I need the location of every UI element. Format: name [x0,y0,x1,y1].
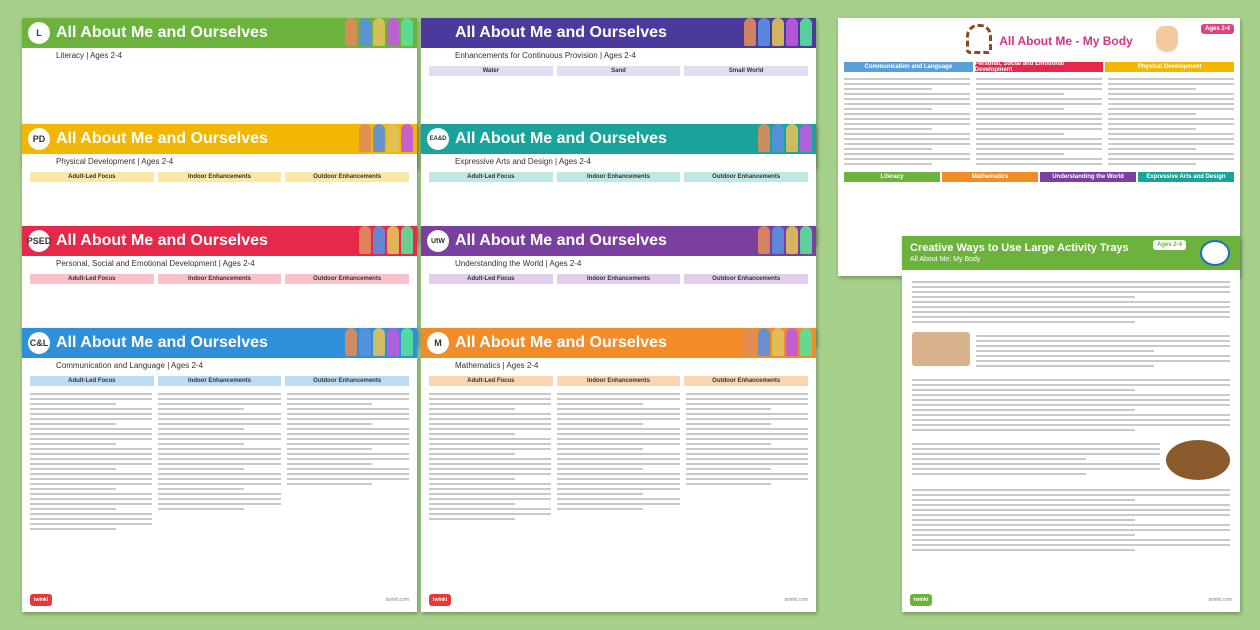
column-headers [429,376,808,386]
children-illustration [359,124,413,152]
expressive-banner [421,124,816,154]
column-headers [429,66,808,76]
twinkl-logo: twinkl [910,594,932,606]
children-illustration [744,328,812,356]
children-illustration [744,18,812,46]
expressive-title: All About Me and Ourselves [455,130,667,147]
col-psed: Personal, Social and Emotional Development [975,62,1104,72]
col-indoor: Indoor Enhancements [158,274,282,284]
expressive-subtitle: Expressive Arts and Design | Ages 2-4 [455,157,591,166]
physical-banner [22,124,417,154]
col-outdoor: Outdoor Enhancements [684,376,808,386]
personal-tag: PSED [28,230,50,252]
children-illustration [359,226,413,254]
personal-banner [22,226,417,256]
col-indoor: Indoor Enhancements [158,376,282,386]
col-outdoor: Outdoor Enhancements [684,172,808,182]
enhancements-title: All About Me and Ourselves [455,24,667,41]
col-maths: Mathematics [942,172,1038,182]
trays-text-2 [912,376,1230,434]
physical-tag: PD [28,128,50,150]
maths-sheet [421,328,816,612]
footer-url: twinkl.com [1208,597,1232,603]
footer-url: twinkl.com [385,597,409,603]
trays-title: Creative Ways to Use Large Activity Trays [910,242,1129,254]
children-illustration [345,328,413,356]
communication-banner [22,328,417,358]
trays-row-2 [912,440,1230,480]
col-adult: Adult-Led Focus [30,172,154,182]
body-text [30,390,409,533]
hand-icon [1156,26,1178,52]
trays-intro [912,278,1230,326]
literacy-banner [22,18,417,48]
maths-banner [421,328,816,358]
physical-title: All About Me and Ourselves [56,130,268,147]
my-body-col-heads [844,62,1234,72]
understanding-tag: UtW [427,230,449,252]
column-headers [30,376,409,386]
communication-sheet [22,328,417,612]
col-outdoor: Outdoor Enhancements [285,274,409,284]
body-text [429,390,808,523]
literacy-subtitle: Literacy | Ages 2-4 [56,51,123,60]
column-headers [30,274,409,284]
trays-sheet [902,236,1240,612]
twinkl-logo: twinkl [429,594,451,606]
communication-subtitle: Communication and Language | Ages 2-4 [56,361,204,370]
col-indoor: Indoor Enhancements [557,274,681,284]
my-body-col-heads-2 [844,172,1234,182]
col-water: Water [429,66,553,76]
col-pd: Physical Development [1105,62,1234,72]
col-utw: Understanding the World [1040,172,1136,182]
tray-icon [1200,240,1230,266]
children-illustration [345,18,413,46]
sheet-footer [30,594,409,606]
column-headers [429,172,808,182]
col-indoor: Indoor Enhancements [158,172,282,182]
footer-url: twinkl.com [784,597,808,603]
my-body-title: All About Me - My Body [999,34,1133,48]
age-badge: Ages 2-4 [1153,240,1186,250]
trays-banner [902,236,1240,270]
maths-title: All About Me and Ourselves [455,334,667,351]
col-adult: Adult-Led Focus [30,376,154,386]
col-smallworld: Small World [684,66,808,76]
col-indoor: Indoor Enhancements [557,172,681,182]
sheet-footer [429,594,808,606]
personal-subtitle: Personal, Social and Emotional Development | Ages 2-4 [56,259,255,268]
trays-text-3 [912,486,1230,554]
my-body-text [844,75,1234,168]
enhancements-banner [421,18,816,48]
col-adult: Adult-Led Focus [30,274,154,284]
col-adult: Adult-Led Focus [429,376,553,386]
clothes-image [912,332,970,366]
column-headers [429,274,808,284]
col-outdoor: Outdoor Enhancements [285,376,409,386]
my-body-header [838,18,1240,62]
communication-tag: C&L [28,332,50,354]
col-literacy: Literacy [844,172,940,182]
understanding-title: All About Me and Ourselves [455,232,667,249]
trays-subtitle: All About Me: My Body [910,256,981,263]
sheet-footer [910,594,1232,606]
literacy-title: All About Me and Ourselves [56,24,268,41]
column-headers [30,172,409,182]
enhancements-subtitle: Enhancements for Continuous Provision | Ages 2-4 [455,51,636,60]
maths-subtitle: Mathematics | Ages 2-4 [455,361,539,370]
col-outdoor: Outdoor Enhancements [684,274,808,284]
playdough-image [1166,440,1230,480]
col-indoor: Indoor Enhancements [557,376,681,386]
children-illustration [758,226,812,254]
col-ead: Expressive Arts and Design [1138,172,1234,182]
children-illustration [758,124,812,152]
age-badge: Ages 2-4 [1201,24,1234,34]
understanding-subtitle: Understanding the World | Ages 2-4 [455,259,582,268]
col-sand: Sand [557,66,681,76]
physical-subtitle: Physical Development | Ages 2-4 [56,157,174,166]
personal-title: All About Me and Ourselves [56,232,268,249]
trays-row-1 [912,332,1230,370]
col-outdoor: Outdoor Enhancements [285,172,409,182]
col-adult: Adult-Led Focus [429,274,553,284]
twinkl-logo: twinkl [30,594,52,606]
expressive-tag: EA&D [427,128,449,150]
communication-title: All About Me and Ourselves [56,334,268,351]
col-adult: Adult-Led Focus [429,172,553,182]
understanding-banner [421,226,816,256]
col-comm: Communication and Language [844,62,973,72]
maths-tag: M [427,332,449,354]
literacy-tag: L [28,22,50,44]
